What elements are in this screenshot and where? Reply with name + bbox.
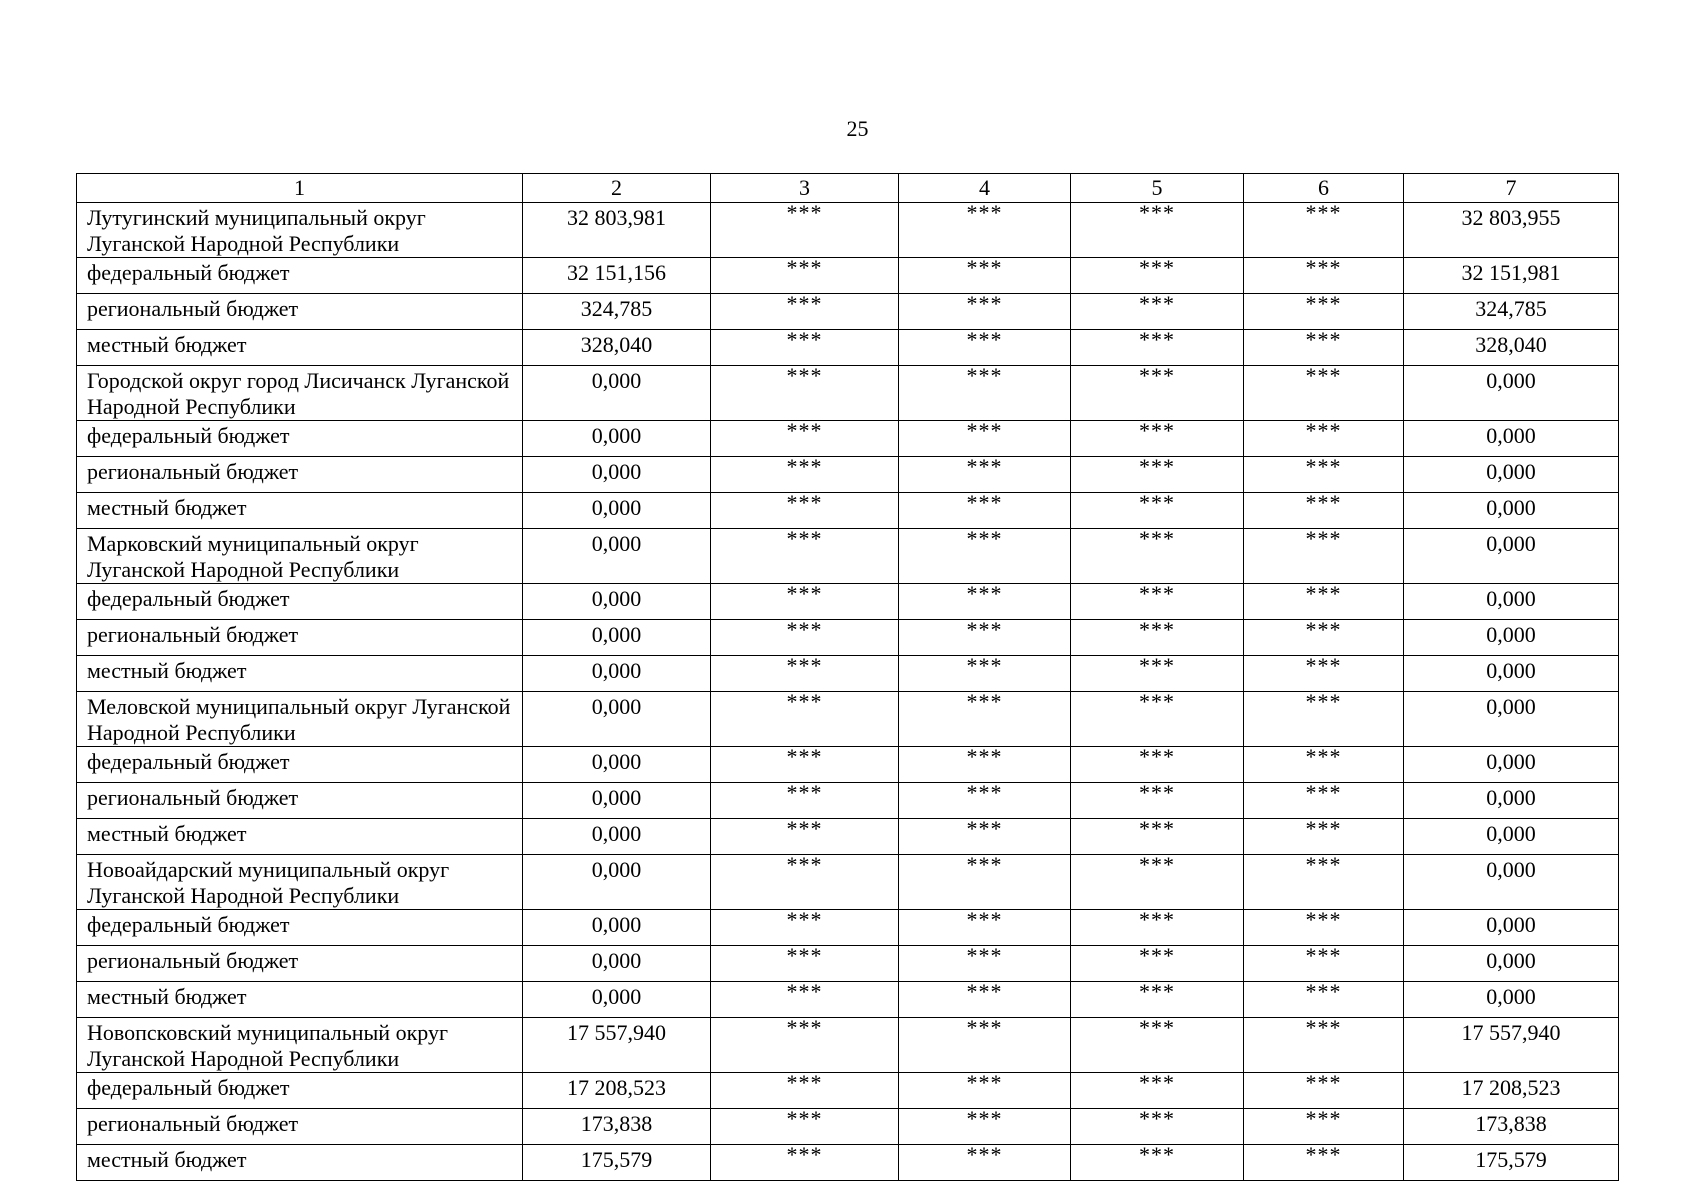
value-cell-col-7: 328,040 — [1404, 330, 1619, 366]
table-row-budget — [77, 1145, 1619, 1181]
value-cell-col-6: *** — [1244, 1109, 1404, 1145]
value-cell-col-5: *** — [1071, 529, 1244, 584]
value-cell-col-5: *** — [1071, 656, 1244, 692]
value-cell-col-3: *** — [711, 855, 899, 910]
value-cell-col-6: *** — [1244, 1018, 1404, 1073]
table-row-budget — [77, 656, 1619, 692]
value-cell-col-7: 324,785 — [1404, 294, 1619, 330]
value-cell-col-2: 0,000 — [523, 946, 711, 982]
value-cell-col-3: *** — [711, 1073, 899, 1109]
value-cell-col-7: 0,000 — [1404, 421, 1619, 457]
value-cell-col-4: *** — [899, 620, 1071, 656]
value-cell-col-3: *** — [711, 203, 899, 258]
value-cell-col-6: *** — [1244, 366, 1404, 421]
value-cell-col-5: *** — [1071, 294, 1244, 330]
row-name-cell: Лутугинский муниципальный округ Луганской Народной Республики — [77, 203, 523, 258]
value-cell-col-7: 0,000 — [1404, 493, 1619, 529]
value-cell-col-2: 0,000 — [523, 457, 711, 493]
value-cell-col-6: *** — [1244, 982, 1404, 1018]
table-row-district — [77, 366, 1619, 421]
value-cell-col-5: *** — [1071, 493, 1244, 529]
value-cell-col-5: *** — [1071, 421, 1244, 457]
table-row-budget — [77, 946, 1619, 982]
row-name-cell: региональный бюджет — [77, 946, 523, 982]
table-row-budget — [77, 982, 1619, 1018]
table-row-budget — [77, 584, 1619, 620]
row-name-cell: региональный бюджет — [77, 294, 523, 330]
value-cell-col-5: *** — [1071, 982, 1244, 1018]
value-cell-col-5: *** — [1071, 855, 1244, 910]
table-body — [77, 174, 1619, 1181]
row-name-cell: местный бюджет — [77, 493, 523, 529]
value-cell-col-2: 0,000 — [523, 366, 711, 421]
value-cell-col-6: *** — [1244, 855, 1404, 910]
row-name-cell: федеральный бюджет — [77, 747, 523, 783]
value-cell-col-7: 32 803,955 — [1404, 203, 1619, 258]
value-cell-col-4: *** — [899, 656, 1071, 692]
row-name-cell: Новоайдарский муниципальный округ Луганской Народной Республики — [77, 855, 523, 910]
value-cell-col-4: *** — [899, 294, 1071, 330]
page-number: 25 — [846, 116, 869, 141]
value-cell-col-2: 0,000 — [523, 421, 711, 457]
value-cell-col-2: 17 208,523 — [523, 1073, 711, 1109]
value-cell-col-3: *** — [711, 783, 899, 819]
value-cell-col-2: 32 803,981 — [523, 203, 711, 258]
value-cell-col-5: *** — [1071, 819, 1244, 855]
table-row-budget — [77, 1109, 1619, 1145]
column-header: 5 — [1071, 174, 1244, 203]
value-cell-col-3: *** — [711, 982, 899, 1018]
value-cell-col-4: *** — [899, 783, 1071, 819]
table-row-budget — [77, 258, 1619, 294]
value-cell-col-7: 0,000 — [1404, 855, 1619, 910]
value-cell-col-4: *** — [899, 946, 1071, 982]
value-cell-col-3: *** — [711, 692, 899, 747]
table-row-district — [77, 1018, 1619, 1073]
value-cell-col-2: 17 557,940 — [523, 1018, 711, 1073]
value-cell-col-2: 0,000 — [523, 620, 711, 656]
column-header: 7 — [1404, 174, 1619, 203]
value-cell-col-3: *** — [711, 656, 899, 692]
budget-table — [76, 173, 1619, 1181]
value-cell-col-5: *** — [1071, 457, 1244, 493]
row-name-cell: федеральный бюджет — [77, 584, 523, 620]
value-cell-col-4: *** — [899, 692, 1071, 747]
value-cell-col-7: 32 151,981 — [1404, 258, 1619, 294]
table-row-budget — [77, 1073, 1619, 1109]
value-cell-col-5: *** — [1071, 330, 1244, 366]
table-row-budget — [77, 493, 1619, 529]
value-cell-col-5: *** — [1071, 584, 1244, 620]
value-cell-col-3: *** — [711, 330, 899, 366]
value-cell-col-5: *** — [1071, 1018, 1244, 1073]
value-cell-col-3: *** — [711, 946, 899, 982]
value-cell-col-7: 0,000 — [1404, 620, 1619, 656]
value-cell-col-5: *** — [1071, 1109, 1244, 1145]
value-cell-col-2: 0,000 — [523, 493, 711, 529]
value-cell-col-4: *** — [899, 819, 1071, 855]
value-cell-col-7: 175,579 — [1404, 1145, 1619, 1181]
value-cell-col-3: *** — [711, 620, 899, 656]
value-cell-col-3: *** — [711, 457, 899, 493]
value-cell-col-6: *** — [1244, 747, 1404, 783]
column-header: 1 — [77, 174, 523, 203]
value-cell-col-4: *** — [899, 330, 1071, 366]
value-cell-col-6: *** — [1244, 656, 1404, 692]
row-name-cell: Новопсковский муниципальный округ Луганской Народной Республики — [77, 1018, 523, 1073]
value-cell-col-2: 0,000 — [523, 529, 711, 584]
value-cell-col-7: 173,838 — [1404, 1109, 1619, 1145]
value-cell-col-6: *** — [1244, 692, 1404, 747]
value-cell-col-4: *** — [899, 493, 1071, 529]
value-cell-col-7: 0,000 — [1404, 656, 1619, 692]
row-name-cell: Марковский муниципальный округ Луганской Народной Республики — [77, 529, 523, 584]
value-cell-col-5: *** — [1071, 692, 1244, 747]
value-cell-col-6: *** — [1244, 1145, 1404, 1181]
value-cell-col-3: *** — [711, 421, 899, 457]
table-row-district — [77, 529, 1619, 584]
value-cell-col-4: *** — [899, 1109, 1071, 1145]
table-row-budget — [77, 620, 1619, 656]
value-cell-col-3: *** — [711, 1109, 899, 1145]
value-cell-col-2: 173,838 — [523, 1109, 711, 1145]
table-row-budget — [77, 819, 1619, 855]
value-cell-col-5: *** — [1071, 1073, 1244, 1109]
value-cell-col-3: *** — [711, 493, 899, 529]
row-name-cell: региональный бюджет — [77, 1109, 523, 1145]
value-cell-col-6: *** — [1244, 493, 1404, 529]
value-cell-col-5: *** — [1071, 258, 1244, 294]
value-cell-col-2: 0,000 — [523, 747, 711, 783]
value-cell-col-6: *** — [1244, 421, 1404, 457]
table-row-budget — [77, 330, 1619, 366]
value-cell-col-4: *** — [899, 421, 1071, 457]
value-cell-col-2: 0,000 — [523, 783, 711, 819]
value-cell-col-6: *** — [1244, 258, 1404, 294]
value-cell-col-5: *** — [1071, 910, 1244, 946]
value-cell-col-6: *** — [1244, 910, 1404, 946]
value-cell-col-3: *** — [711, 258, 899, 294]
row-name-cell: местный бюджет — [77, 982, 523, 1018]
value-cell-col-6: *** — [1244, 457, 1404, 493]
value-cell-col-7: 17 208,523 — [1404, 1073, 1619, 1109]
column-header: 3 — [711, 174, 899, 203]
value-cell-col-4: *** — [899, 855, 1071, 910]
table-row-district — [77, 203, 1619, 258]
value-cell-col-7: 0,000 — [1404, 747, 1619, 783]
value-cell-col-4: *** — [899, 366, 1071, 421]
value-cell-col-5: *** — [1071, 946, 1244, 982]
value-cell-col-6: *** — [1244, 620, 1404, 656]
row-name-cell: региональный бюджет — [77, 620, 523, 656]
row-name-cell: Меловской муниципальный округ Луганской Народной Республики — [77, 692, 523, 747]
table-header-row — [77, 174, 1619, 203]
value-cell-col-5: *** — [1071, 783, 1244, 819]
value-cell-col-3: *** — [711, 366, 899, 421]
row-name-cell: федеральный бюджет — [77, 258, 523, 294]
value-cell-col-5: *** — [1071, 1145, 1244, 1181]
value-cell-col-6: *** — [1244, 1073, 1404, 1109]
value-cell-col-5: *** — [1071, 620, 1244, 656]
value-cell-col-7: 0,000 — [1404, 692, 1619, 747]
value-cell-col-2: 0,000 — [523, 819, 711, 855]
value-cell-col-4: *** — [899, 1018, 1071, 1073]
value-cell-col-7: 0,000 — [1404, 529, 1619, 584]
value-cell-col-7: 0,000 — [1404, 366, 1619, 421]
value-cell-col-5: *** — [1071, 203, 1244, 258]
value-cell-col-7: 0,000 — [1404, 819, 1619, 855]
row-name-cell: местный бюджет — [77, 656, 523, 692]
value-cell-col-7: 0,000 — [1404, 783, 1619, 819]
value-cell-col-2: 175,579 — [523, 1145, 711, 1181]
value-cell-col-7: 0,000 — [1404, 457, 1619, 493]
value-cell-col-6: *** — [1244, 294, 1404, 330]
row-name-cell: региональный бюджет — [77, 783, 523, 819]
column-header: 2 — [523, 174, 711, 203]
row-name-cell: местный бюджет — [77, 1145, 523, 1181]
row-name-cell: федеральный бюджет — [77, 1073, 523, 1109]
value-cell-col-7: 17 557,940 — [1404, 1018, 1619, 1073]
value-cell-col-6: *** — [1244, 819, 1404, 855]
table-row-district — [77, 855, 1619, 910]
value-cell-col-4: *** — [899, 1145, 1071, 1181]
value-cell-col-4: *** — [899, 529, 1071, 584]
value-cell-col-2: 0,000 — [523, 584, 711, 620]
value-cell-col-3: *** — [711, 1018, 899, 1073]
value-cell-col-2: 0,000 — [523, 910, 711, 946]
value-cell-col-7: 0,000 — [1404, 584, 1619, 620]
value-cell-col-6: *** — [1244, 946, 1404, 982]
value-cell-col-6: *** — [1244, 529, 1404, 584]
value-cell-col-4: *** — [899, 584, 1071, 620]
row-name-cell: федеральный бюджет — [77, 910, 523, 946]
value-cell-col-6: *** — [1244, 330, 1404, 366]
table-row-budget — [77, 910, 1619, 946]
value-cell-col-7: 0,000 — [1404, 946, 1619, 982]
value-cell-col-3: *** — [711, 910, 899, 946]
value-cell-col-3: *** — [711, 819, 899, 855]
value-cell-col-3: *** — [711, 747, 899, 783]
value-cell-col-2: 324,785 — [523, 294, 711, 330]
table-row-district — [77, 692, 1619, 747]
row-name-cell: региональный бюджет — [77, 457, 523, 493]
value-cell-col-2: 328,040 — [523, 330, 711, 366]
value-cell-col-2: 32 151,156 — [523, 258, 711, 294]
value-cell-col-4: *** — [899, 747, 1071, 783]
table-row-budget — [77, 421, 1619, 457]
value-cell-col-4: *** — [899, 1073, 1071, 1109]
value-cell-col-7: 0,000 — [1404, 910, 1619, 946]
value-cell-col-2: 0,000 — [523, 692, 711, 747]
value-cell-col-4: *** — [899, 258, 1071, 294]
value-cell-col-2: 0,000 — [523, 982, 711, 1018]
value-cell-col-4: *** — [899, 203, 1071, 258]
value-cell-col-5: *** — [1071, 747, 1244, 783]
value-cell-col-4: *** — [899, 910, 1071, 946]
value-cell-col-6: *** — [1244, 584, 1404, 620]
value-cell-col-3: *** — [711, 529, 899, 584]
column-header: 6 — [1244, 174, 1404, 203]
value-cell-col-6: *** — [1244, 203, 1404, 258]
row-name-cell: местный бюджет — [77, 330, 523, 366]
value-cell-col-2: 0,000 — [523, 855, 711, 910]
row-name-cell: федеральный бюджет — [77, 421, 523, 457]
row-name-cell: Городской округ город Лисичанск Луганской Народной Республики — [77, 366, 523, 421]
table-row-budget — [77, 747, 1619, 783]
value-cell-col-6: *** — [1244, 783, 1404, 819]
value-cell-col-3: *** — [711, 1145, 899, 1181]
column-header: 4 — [899, 174, 1071, 203]
value-cell-col-3: *** — [711, 294, 899, 330]
row-name-cell: местный бюджет — [77, 819, 523, 855]
table-row-budget — [77, 457, 1619, 493]
table-row-budget — [77, 783, 1619, 819]
table-row-budget — [77, 294, 1619, 330]
value-cell-col-4: *** — [899, 982, 1071, 1018]
value-cell-col-2: 0,000 — [523, 656, 711, 692]
value-cell-col-5: *** — [1071, 366, 1244, 421]
value-cell-col-3: *** — [711, 584, 899, 620]
value-cell-col-4: *** — [899, 457, 1071, 493]
value-cell-col-7: 0,000 — [1404, 982, 1619, 1018]
